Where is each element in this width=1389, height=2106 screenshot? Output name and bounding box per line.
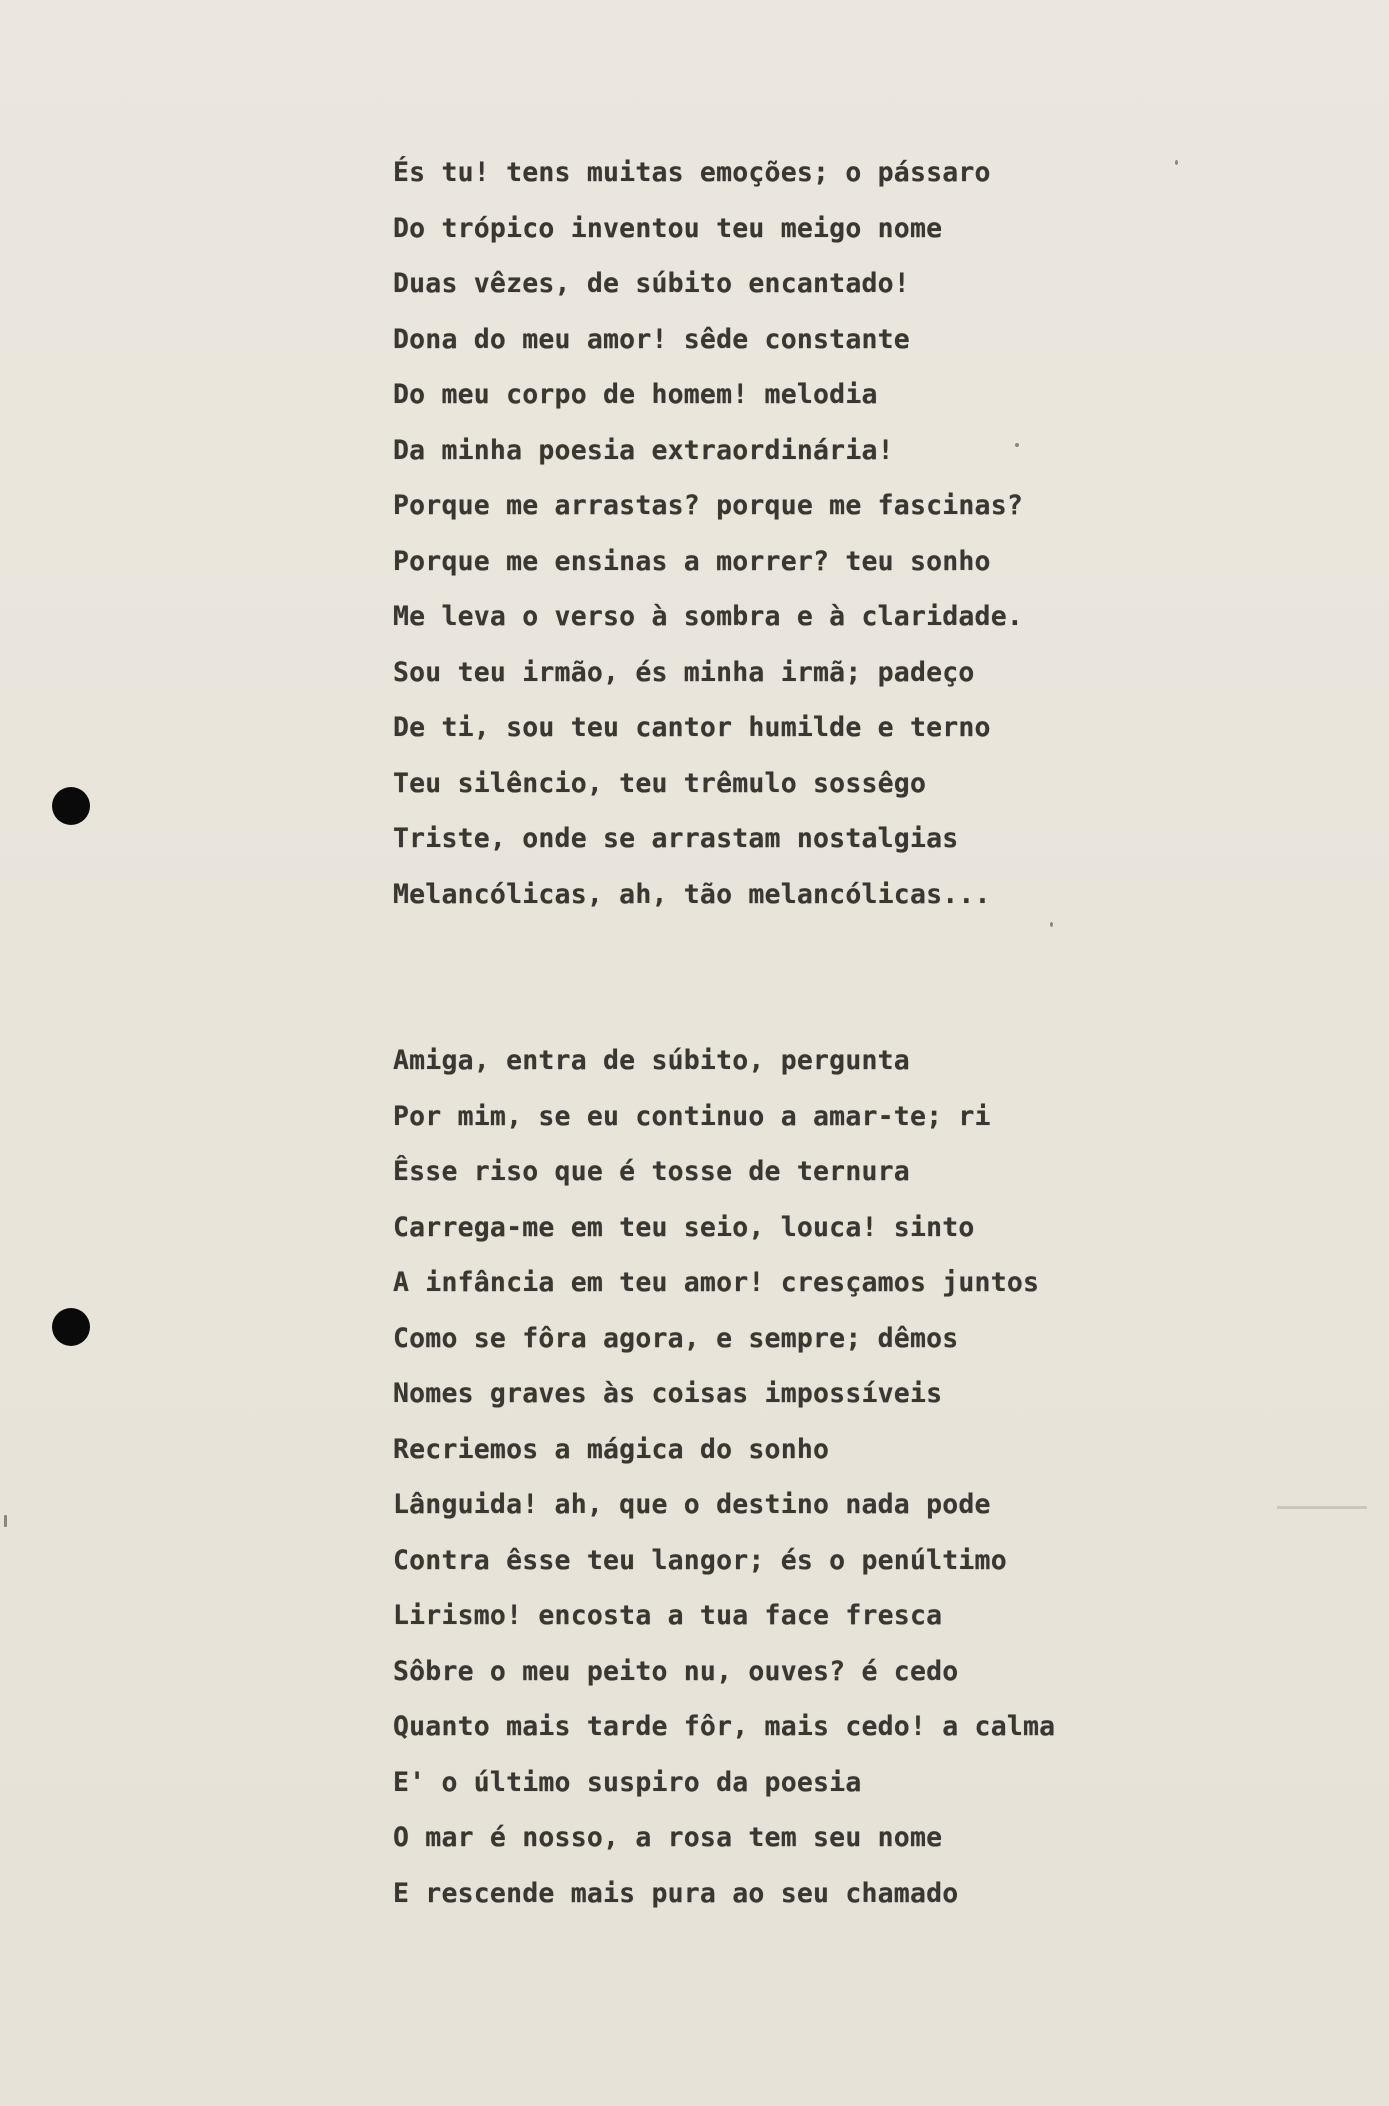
stanza-1 [393, 145, 1023, 922]
poem-line: Duas vêzes, de súbito encantado! [393, 268, 910, 299]
poem-line: Melancólicas, ah, tão melancólicas... [393, 878, 991, 910]
poem-line: Contra êsse teu langor; és o penúltimo [393, 1544, 1007, 1576]
poem-line: Porque me arrastas? porque me fascinas? [393, 490, 1024, 521]
punch-hole-top [52, 787, 90, 825]
poem-line: A infância em teu amor! cresçamos juntos [393, 1267, 1040, 1298]
poem-line: Sôbre o meu peito nu, ouves? é cedo [393, 1655, 959, 1687]
poem-line: De ti, sou teu cantor humilde e terno [393, 712, 991, 743]
poem-line: Me leva o verso à sombra e à claridade. [393, 601, 1024, 632]
punch-hole-bottom [52, 1308, 90, 1346]
poem-line: Do trópico inventou teu meigo nome [393, 212, 943, 244]
poem-line: Do meu corpo de homem! melodia [393, 379, 878, 410]
poem-line: Por mim, se eu continuo a amar-te; ri [393, 1100, 991, 1132]
poem-line: És tu! tens muitas emoções; o pássaro [393, 157, 991, 188]
poem-line: Carrega-me em teu seio, louca! sinto [393, 1211, 975, 1243]
poem-line: Êsse riso que é tosse de ternura [393, 1156, 910, 1187]
poem-line: Da minha poesia extraordinária! [393, 434, 894, 466]
poem-line: Quanto mais tarde fôr, mais cedo! a calma [393, 1711, 1056, 1742]
poem-line: Nomes graves às coisas impossíveis [393, 1378, 943, 1409]
poem-line: Teu silêncio, teu trêmulo sossêgo [393, 767, 927, 799]
poem-line: O mar é nosso, a rosa tem seu nome [393, 1822, 943, 1853]
poem-line: Lânguida! ah, que o destino nada pode [393, 1489, 991, 1520]
poem-line: Dona do meu amor! sêde constante [393, 323, 910, 355]
stanza-2 [393, 1033, 1055, 1921]
poem-line: E rescende mais pura ao seu chamado [393, 1877, 959, 1909]
poem-line: Sou teu irmão, és minha irmã; padeço [393, 656, 975, 688]
poem-line: Como se fôra agora, e sempre; dêmos [393, 1322, 959, 1354]
poem-line: Lirismo! encosta a tua face fresca [393, 1600, 943, 1631]
poem-line: Recriemos a mágica do sonho [393, 1433, 830, 1465]
poem-line: Porque me ensinas a morrer? teu sonho [393, 545, 991, 577]
paper-speck [4, 1515, 7, 1527]
paper-speck [1175, 160, 1178, 165]
paper-speck [1050, 922, 1053, 927]
poem-line: E' o último suspiro da poesia [393, 1766, 862, 1798]
poem-line: Amiga, entra de súbito, pergunta [393, 1045, 910, 1076]
paper-edge-mark [1277, 1506, 1367, 1509]
poem-line: Triste, onde se arrastam nostalgias [393, 823, 959, 854]
